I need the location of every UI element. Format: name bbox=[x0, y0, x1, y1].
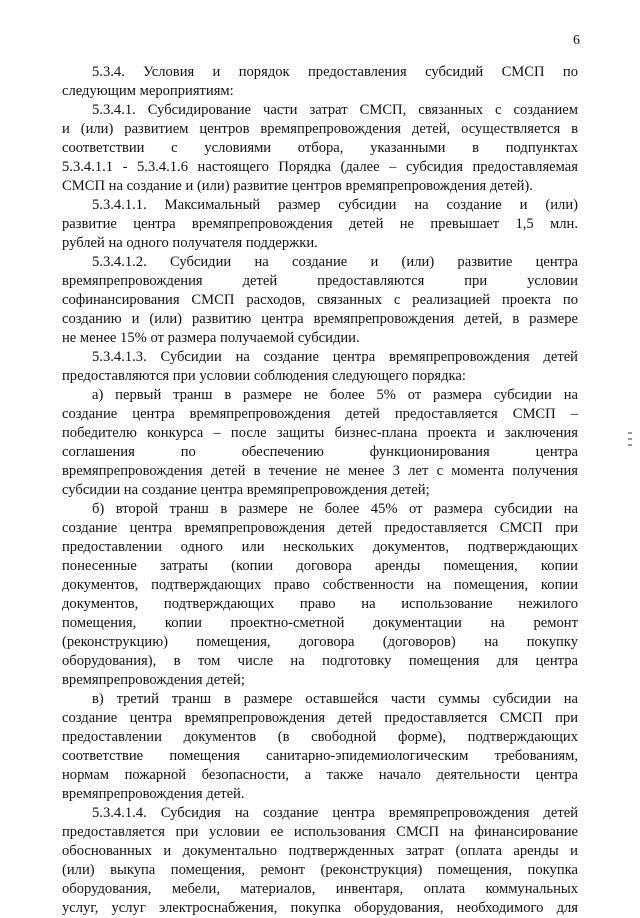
text-line: 5.3.4.1.3. Субсидии на создание центра времяпрепровождения детей bbox=[92, 349, 578, 365]
text-line: 5.3.4.1.4. Субсидия на создание центра времяпрепровождения детей bbox=[92, 805, 578, 821]
document-body bbox=[62, 63, 578, 918]
list-item-b bbox=[62, 500, 578, 690]
text-line: помещения, копии проектно-сметной документации на ремонт bbox=[62, 615, 578, 631]
text-line: и (или) развитием центров времяпрепровождения детей, осуществляется в bbox=[62, 121, 578, 137]
text-line: рублей на одного получателя поддержки. bbox=[62, 235, 318, 251]
text-line: создание центра времяпрепровождения детей предоставляется СМСП при bbox=[62, 520, 578, 536]
text-line: предоставляются при условии соблюдения следующего порядка: bbox=[62, 368, 466, 384]
text-line: 5.3.4.1.1 - 5.3.4.1.6 настоящего Порядка (далее – субсидия предоставляемая bbox=[62, 159, 578, 175]
text-line: (или) выкупа помещения, ремонт (реконструкция) помещения, покупка bbox=[62, 862, 578, 878]
list-item-a bbox=[62, 386, 578, 500]
text-line: победителю конкурса – после защиты бизнес-плана проекта и заключения bbox=[62, 425, 578, 441]
text-line: в) третий транш в размере оставшейся части суммы субсидии на bbox=[92, 691, 578, 707]
text-line: (реконструкцию) помещения, договора (договоров) на покупку bbox=[62, 634, 578, 650]
text-line: услуг, услуг электроснабжения, покупка оборудования, необходимого для bbox=[62, 900, 578, 916]
text-line: соглашения по обеспечению функционирования центра bbox=[62, 444, 578, 460]
text-line: б) второй транш в размере не более 45% от размера субсидии на bbox=[92, 501, 578, 517]
scan-margin-mark bbox=[628, 444, 632, 446]
text-line: 5.3.4.1.2. Субсидии на создание и (или) развитие центра bbox=[92, 254, 578, 270]
scan-margin-mark bbox=[628, 432, 632, 434]
page-number: 6 bbox=[573, 33, 580, 48]
text-line: оборудования, мебели, материалов, инвентаря, оплата коммунальных bbox=[62, 881, 578, 897]
paragraph-5-3-4-1 bbox=[62, 101, 578, 196]
text-line: софинансирования СМСП расходов, связанных с реализацией проекта по bbox=[62, 292, 578, 308]
text-line: соответствии с условиями отбора, указанными в подпунктах bbox=[62, 140, 578, 156]
paragraph-5-3-4-1-2 bbox=[62, 253, 578, 348]
text-line: документов, подтверждающих право на использование нежилого bbox=[62, 596, 578, 612]
text-line: 5.3.4. Условия и порядок предоставления субсидий СМСП по bbox=[92, 64, 578, 80]
text-line: времяпрепровождения детей предоставляются при условии bbox=[62, 273, 578, 289]
text-line: 5.3.4.1.1. Максимальный размер субсидии на создание и (или) bbox=[92, 197, 578, 213]
text-line: понесенные затраты (копии договора аренды помещения, копии bbox=[62, 558, 578, 574]
text-line: следующим мероприятиям: bbox=[62, 83, 234, 99]
text-line: созданию и (или) развитию центра времяпрепровождения детей, в размере bbox=[62, 311, 578, 327]
text-line: документов, подтверждающих право собственности на помещения, копии bbox=[62, 577, 578, 593]
paragraph-5-3-4-1-1 bbox=[62, 196, 578, 253]
text-line: соответствие помещения санитарно-эпидемиологическим требованиям, bbox=[62, 748, 578, 764]
text-line: времяпрепровождения детей; bbox=[62, 672, 245, 688]
text-line: создание центра времяпрепровождения детей предоставляется СМСП – bbox=[62, 406, 578, 422]
text-line: создание центра времяпрепровождения детей предоставляется СМСП при bbox=[62, 710, 578, 726]
text-line: оборудования), в том числе на подготовку помещения для центра bbox=[62, 653, 578, 669]
text-line: предоставлении документов (в свободной форме), подтверждающих bbox=[62, 729, 578, 745]
paragraph-5-3-4-1-4 bbox=[62, 804, 578, 918]
text-line: развитие центра времяпрепровождения детей не превышает 1,5 млн. bbox=[62, 216, 578, 232]
paragraph-5-3-4-1-3 bbox=[62, 348, 578, 386]
text-line: СМСП на создание и (или) развитие центров времяпрепровождения детей). bbox=[62, 178, 533, 194]
paragraph-5-3-4 bbox=[62, 63, 578, 101]
text-line: предоставлении одного или нескольких документов, подтверждающих bbox=[62, 539, 578, 555]
text-line: времяпрепровождения детей. bbox=[62, 786, 245, 802]
text-line: нормам пожарной безопасности, а также начало деятельности центра bbox=[62, 767, 578, 783]
text-line: субсидии на создание центра времяпрепровождения детей; bbox=[62, 482, 430, 498]
scan-margin-mark bbox=[628, 438, 632, 440]
text-line: времяпрепровождения детей в течение не менее 3 лет с момента получения bbox=[62, 463, 578, 479]
list-item-c bbox=[62, 690, 578, 804]
text-line: а) первый транш в размере не более 5% от размера субсидии на bbox=[92, 387, 578, 403]
text-line: 5.3.4.1. Субсидирование части затрат СМСП, связанных с созданием bbox=[92, 102, 578, 118]
text-line: предоставляется при условии ее использования СМСП на финансирование bbox=[62, 824, 578, 840]
text-line: обоснованных и документально подтвержденных затрат (оплата аренды и bbox=[62, 843, 578, 859]
text-line: не менее 15% от размера получаемой субсидии. bbox=[62, 330, 360, 346]
